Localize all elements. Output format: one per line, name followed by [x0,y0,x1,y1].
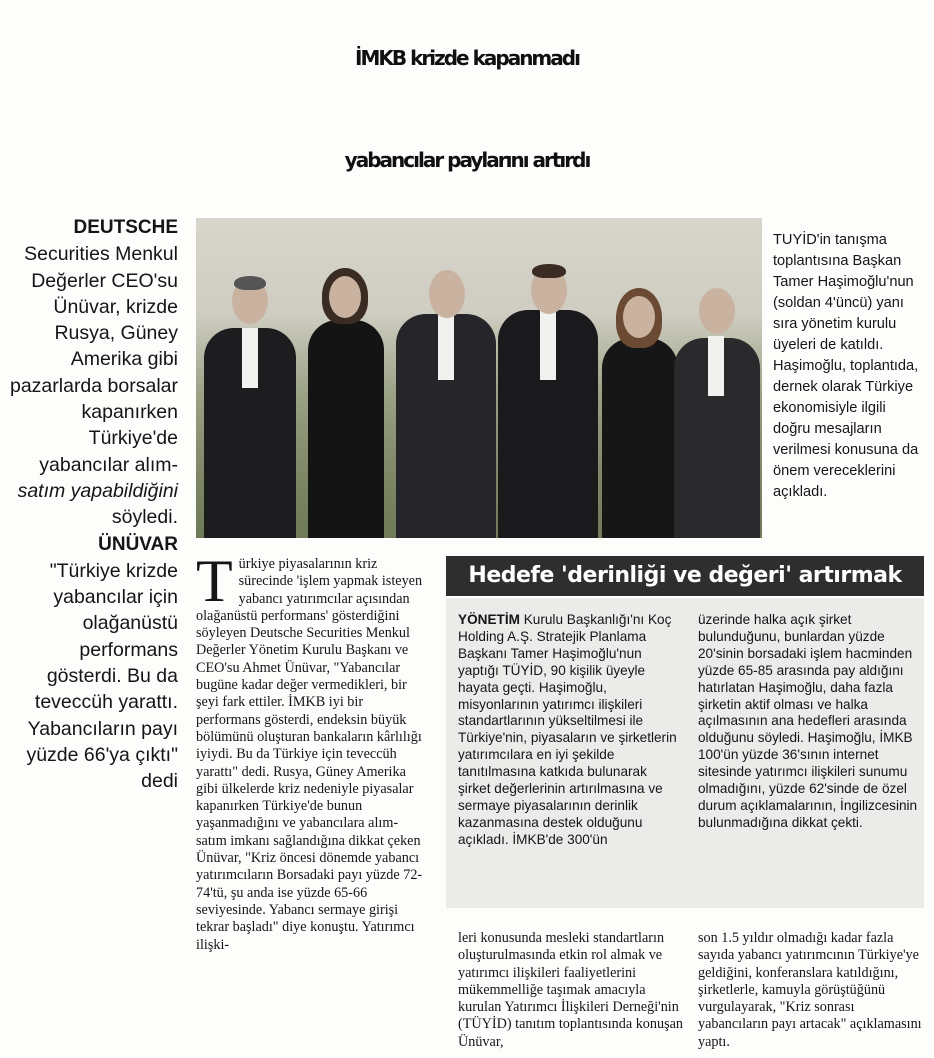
article-column-2: leri konusunda mesleki standartların oluşturulmasında etkin rol almak ve yatırımcı ilişkileri faaliyetlerini mükemmelliğe taşımak amacıyla kurulan Yatırımcı İlişkileri Derneği'nin (TÜYİD) tanıtım toplantısında konuşan Ünüvar, [458,930,683,1050]
sidebar-text-1-end: söyledi. [111,506,178,529]
sidebar-text-2: "Türkiye krizde yabancılar için olağanüstü performans gösterdi. Bu da teveccüh yarattı. Yabancıların payı yüzde 66'ya çıktı" dedi [26,559,178,793]
person-4 [498,266,598,538]
subsection-column-2: üzerinde halka açık şirket bulunduğunu, bunlardan yüzde 20'sinin borsadaki işlem hacminden yüzde 65-85 arasında pay aldığını hatırlatan Haşimoğlu, daha fazla şirketin aktif olması ve halka açılmasının ana hedefleri arasında olduğunu söyledi. Haşimoğlu, İMKB 100'ün yüzde 36'sının internet sitesinde yatırımcı ilişkileri sunumu olmadığını, yüzde 62'sinde de özel durum açıklamalarının, İngilizcesinin bulunmadığına dikkat çekti. [698,612,918,830]
article-column-3: son 1.5 yıldır olmadığı kadar fazla sayıda yabancı yatırımcının Türkiye'ye geldiğini, konferanslara katıldığını, şirketlerle, kamuyla görüştüğünü vurgulayarak, "Kriz sonrası yabancıların payı artacak" açıklamasını yaptı. [698,930,922,1050]
pull-quote-sidebar [6,214,178,795]
headline-line-1: İMKB krizde kapanmadı [355,46,579,70]
person-2 [304,268,388,538]
photo-caption: TUYİD'in tanışma toplantısına Başkan Tamer Haşimoğlu'nun (soldan 4'üncü) yanı sıra yönetim kurulu üyeleri de katıldı. Haşimoğlu, toplantıda, dernek olarak Türkiye ekonomisiyle ilgili doğru mesajların verilmesi konusuna da önem vereceklerini açıkladı. [773,232,919,500]
drop-cap: T [196,548,233,614]
person-1 [204,278,296,538]
article-column-1-text: ürkiye piyasalarının kriz sürecinde 'işlem yapmak isteyen yabancı yatırımcılar açısından olağanüstü performans' gösterdiğini söyleyen Deutsche Securities Menkul Değerler Yönetim Kurulu Başkanı ve CEO'su Ahmet Ünüvar, "Yabancılar bugüne kadar değer vermedikleri, bir şeyi fark ettiler. İMKB iyi bir performans gösterdi, endeksin büyük bölümünü oluşturan bankaların kârlılığı iyiydi. Bu da Türkiye için teveccüh yarattı" dedi. Rusya, Güney Amerika gibi ülkelerde kriz nedeniyle piyasalar kapanırken Türkiye'de bunun yaşanmadığını ve yabancılara alım-satım imkanı sağlandığına dikkat çeken Ünüvar, "Kriz öncesi dönemde yabancı yatırımcıların Borsadaki payı yüzde 72-74'tü, şu anda ise yüzde 65-66 seviyesinde. Yabancı sermaye girişi tekrar başladı" diye konuştu. Yatırımcı ilişki- [196,556,423,953]
person-5 [600,288,680,538]
subsection-title: Hedefe 'derinliği ve değeri' artırmak [446,556,924,596]
sidebar-keyword-1: DEUTSCHE [73,217,178,238]
subsection-column-1-text: Kurulu Başkanlığı'nı Koç Holding A.Ş. Stratejik Planlama Başkanı Tamer Haşimoğlu'nun yaptığı TÜYİD, 90 kişilik üyeyle hayata geçti. Haşimoğlu, misyonlarının yatırımcı ilişkileri standartlarının yükseltilmesi ile Türkiye'nin, piyasaların ve şirketlerin yatırımcılara en iyi şekilde tanıtılmasına katkıda bulunarak şirket değerlerinin artırılmasına ve sermaye piyasalarının derinlik kazanmasına destek olduğunu açıkladı. İMKB'de 300'ün [458,612,677,847]
article-column-1 [196,548,428,954]
sidebar-keyword-2: ÜNÜVAR [98,533,178,555]
person-6 [674,288,760,538]
person-3 [396,270,496,538]
group-photo [196,218,762,538]
subsection-column-1 [458,612,682,849]
headline-line-2: yabancılar paylarını artırdı [344,148,590,172]
subsection-lead-word: YÖNETİM [458,612,520,627]
sidebar-text-1: Securities Menkul Değerler CEO'su Ünüvar, krizde Rusya, Güney Amerika gibi pazarlarda borsalar kapanırken Türkiye'de yabancılar alım- [9,243,178,476]
sidebar-text-1-italic: satım yapabildiğini [17,479,178,502]
